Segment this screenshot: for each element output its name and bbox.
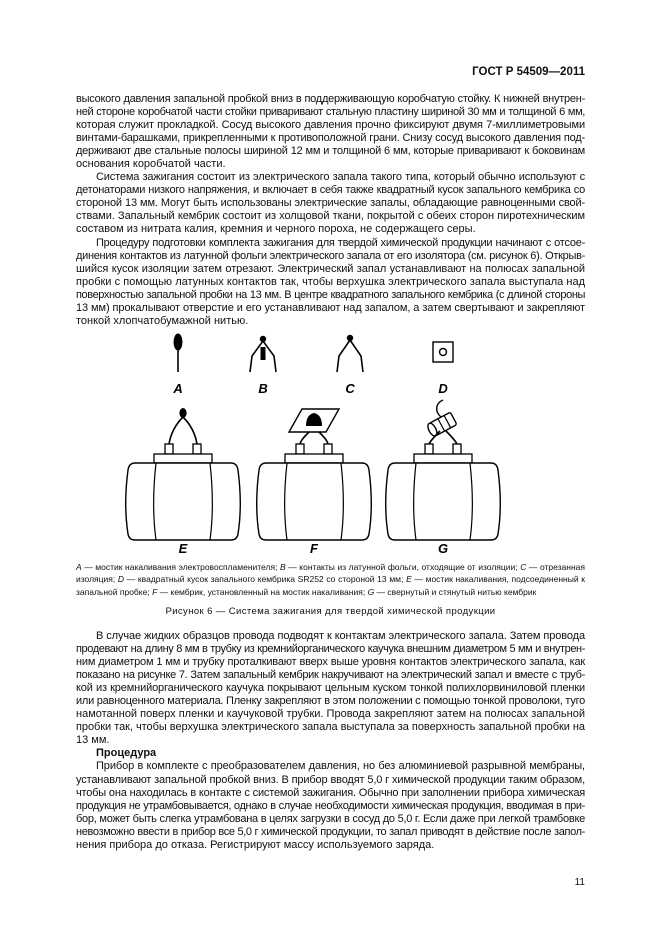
figure-item-c-cut-insulation bbox=[337, 335, 363, 396]
paragraph-4 bbox=[76, 630, 585, 748]
text-line: которая служит прокладкой. Сосуд высокого давления прочно фиксируют двумя 7-миллиметровыми bbox=[76, 118, 585, 131]
tie-thread bbox=[437, 400, 443, 417]
legend-text: запальной пробке; bbox=[76, 587, 153, 598]
text-line: устанавливают запальной пробкой вниз. В прибор вводят 5,0 г химической продукции таким образом, bbox=[76, 773, 585, 786]
figure-item-e-plug-with-bridgewire bbox=[126, 408, 241, 556]
text-line: В случае жидких образцов провода подводят к контактам электрического запала. Затем провода bbox=[96, 629, 585, 642]
contact-left bbox=[337, 340, 350, 372]
text-line: невозможно ввести в прибор все 5,0 г химической продукции, то запал приводят в действие после запол- bbox=[76, 825, 585, 838]
legend-key: A bbox=[76, 561, 82, 572]
legend-text: изоляция; bbox=[76, 574, 118, 585]
wire-right bbox=[446, 431, 457, 444]
legend-key: D bbox=[117, 574, 125, 585]
paragraph-3 bbox=[76, 237, 585, 329]
figure-label-d: D bbox=[438, 381, 448, 396]
contact-post-left bbox=[165, 444, 173, 454]
plug-plate bbox=[414, 454, 472, 463]
text-line: ним диаметром 1 мм и трубку проталкивают вверх выше уровня контактов электрического запала, как bbox=[76, 655, 585, 668]
contact-right bbox=[350, 340, 363, 372]
text-line: ней стороне коробчатой части стойки приваривают стальную пластину шириной 30 мм и толщиной 6 мм, bbox=[76, 105, 585, 118]
rolled-cambric-tube bbox=[426, 412, 457, 437]
plug-body bbox=[257, 463, 372, 540]
text-line: чтобы она находилась в контакте с системой зажигания. Обычно при заполнении прибора химическая bbox=[76, 786, 585, 799]
legend-text: — отрезанная bbox=[526, 561, 585, 572]
figure-item-b-contacts bbox=[250, 336, 276, 396]
wire-right bbox=[183, 417, 197, 444]
paragraph-2 bbox=[76, 171, 585, 236]
text-line: пробки с помощью латунных контактов так, чтобы верхушка электрического запала выступала над bbox=[76, 275, 585, 288]
legend-text: — мостик накаливания, подсоединенный к bbox=[411, 574, 585, 585]
plug-plate bbox=[285, 454, 343, 463]
figure-label-g: G bbox=[437, 541, 449, 556]
text-line: продукция не утрамбовывается, однако в случае необходимости химическая продукция, вводимая в при- bbox=[76, 799, 585, 812]
legend-text: — квадратный кусок запального кембрика SR252 со стороной 13 мм; bbox=[124, 574, 407, 585]
figure-legend bbox=[76, 561, 585, 599]
wire-left bbox=[300, 432, 309, 444]
text-line: показано на рисунке 7. Затем запальный кембрик накручивают на электрический запал и вместе с труб- bbox=[76, 668, 585, 681]
figure-6-ignition-system bbox=[0, 325, 661, 558]
contact-post-right bbox=[453, 444, 461, 454]
text-line: кой из кремнийорганического каучука покрывают цельным куском тонкой полихлорвиниловой пленки bbox=[76, 681, 585, 694]
text-line: держивают две стальные полосы шириной 12 мм и толщиной 6 мм, которые приваривают к боковинам bbox=[76, 144, 585, 157]
igniter-head bbox=[179, 408, 186, 418]
text-line: стороной 13 мм. Могут быть использованы электрические запалы, обладающие равноценными свой- bbox=[76, 197, 585, 210]
legend-line bbox=[76, 573, 585, 586]
legend-key: E bbox=[406, 574, 412, 585]
legend-line bbox=[76, 586, 585, 599]
figure-item-a-bridgewire bbox=[172, 334, 182, 397]
text-line: основания коробчатой части. bbox=[76, 157, 226, 170]
figure-label-c: C bbox=[345, 381, 355, 396]
wire-left bbox=[169, 417, 183, 444]
text-line: или равноценного материала. Пленку закрепляют в этом положении с помощью тонкой проволоки, туго bbox=[76, 694, 585, 707]
text-line: 13 мм) прокалывают отверстие и его устанавливают над запалом, а затем свертывают и закрепляют bbox=[76, 302, 585, 314]
legend-text: — свернутый и стянутый нитью кембрик bbox=[374, 587, 537, 598]
contact-post-left bbox=[425, 444, 433, 454]
text-line: бор, может быть слегка утрамбована в целях загрузки в сосуд до 5,0 г. Если даже при легкой трамбовке bbox=[76, 812, 585, 825]
text-line: 13 мм. bbox=[76, 734, 110, 747]
legend-line bbox=[76, 561, 585, 574]
text-line: поверхностью запальной пробки на 13 мм. В центре квадратного запального кембрика (с длиной стороны bbox=[76, 288, 585, 301]
figure-caption: Рисунок 6 — Система зажигания для твердой химической продукции bbox=[165, 605, 496, 617]
cambric-hole bbox=[440, 349, 447, 356]
figure-item-d-cambric-square bbox=[433, 342, 453, 396]
cambric-square bbox=[433, 342, 453, 362]
text-line: винтами-барашками, прикрепленными к противоположной грани. Снизу сосуд высокого давления под- bbox=[76, 131, 585, 144]
text-line: высокого давления запальной пробкой вниз в поддерживающую коробчатую стойку. К нижней внутрен- bbox=[76, 92, 585, 105]
text-line: Прибор в комплекте с преобразователем давления, но без алюминиевой разрывной мембраны, bbox=[96, 760, 585, 773]
text-line: тонкой хлопчатобумажной нитью. bbox=[76, 315, 249, 328]
insulation bbox=[261, 347, 266, 360]
figure-label-e: E bbox=[178, 541, 188, 556]
plug-body bbox=[126, 463, 241, 540]
figure-item-f-cambric-on-bridgewire bbox=[257, 409, 372, 556]
legend-key: C bbox=[520, 561, 527, 572]
page-number: 11 bbox=[574, 877, 585, 888]
legend-text: — контакты из латунной фольги, отходящие от изоляции; bbox=[285, 561, 521, 572]
figure-label-f: F bbox=[310, 541, 318, 556]
text-line: нения прибора до отказа. Регистрируют массу используемого заряда. bbox=[76, 839, 435, 851]
figure-label-b: B bbox=[258, 381, 268, 396]
paragraph-5 bbox=[76, 760, 585, 852]
legend-key: B bbox=[280, 561, 286, 572]
legend-text: — кембрик, установленный на мостик накаливания; bbox=[157, 587, 368, 598]
text-line: пробки так, чтобы верхушка электрического запала выступала за поверхность запальной пробки на bbox=[76, 721, 585, 734]
text-line: продевают на длину 8 мм в трубку из кремнийорганического каучука внешним диаметром 5 мм и внутрен- bbox=[76, 642, 585, 655]
plug-body bbox=[386, 463, 501, 540]
contact-post-left bbox=[296, 444, 304, 454]
text-line: детонаторами низкого напряжения, и включает в себя также квадратный кусок запального кембрика со bbox=[76, 184, 585, 197]
standard-code-header: ГОСТ Р 54509—2011 bbox=[472, 66, 585, 78]
body-text-top bbox=[76, 93, 585, 329]
text-line: намотанной поверх пленки и каучуковой трубки. Провода закрепляют затем на полюсах запальной bbox=[76, 708, 585, 721]
igniter-head bbox=[174, 334, 183, 351]
contact-post-right bbox=[324, 444, 332, 454]
text-line: Система зажигания состоит из электрического запала такого типа, который обычно используют с bbox=[96, 171, 585, 184]
paragraph-1 bbox=[76, 93, 585, 172]
text-line: шийся кусок изоляции затем отрезают. Электрический запал устанавливают на полюсах запальной bbox=[76, 262, 585, 275]
wire-right bbox=[319, 432, 328, 444]
legend-text: — мостик накаливания электровоспламенителя; bbox=[81, 561, 280, 572]
legend-key: G bbox=[367, 587, 375, 598]
text-line: динения контактов из латунной фольги электрического запала от его изолятора (см. рисунок 6). Открыв- bbox=[76, 249, 585, 262]
contact-post-right bbox=[193, 444, 201, 454]
body-text-bottom bbox=[76, 630, 585, 853]
text-line: составом из нитрата калия, кремния и черного пороха, не содержащего серы. bbox=[76, 223, 476, 236]
text-line: Процедуру подготовки комплекта зажигания для твердой химической продукции начинают с отсое- bbox=[96, 236, 585, 249]
figure-item-g-rolled-cambric bbox=[386, 400, 501, 556]
plug-plate bbox=[154, 454, 212, 463]
section-heading-procedure: Процедура bbox=[96, 747, 157, 760]
legend-key: F bbox=[152, 587, 158, 598]
text-line: ствами. Запальный кембрик состоит из холщовой ткани, покрытой с обеих сторон пиротехническим bbox=[76, 210, 585, 223]
figure-label-a: A bbox=[173, 381, 183, 396]
